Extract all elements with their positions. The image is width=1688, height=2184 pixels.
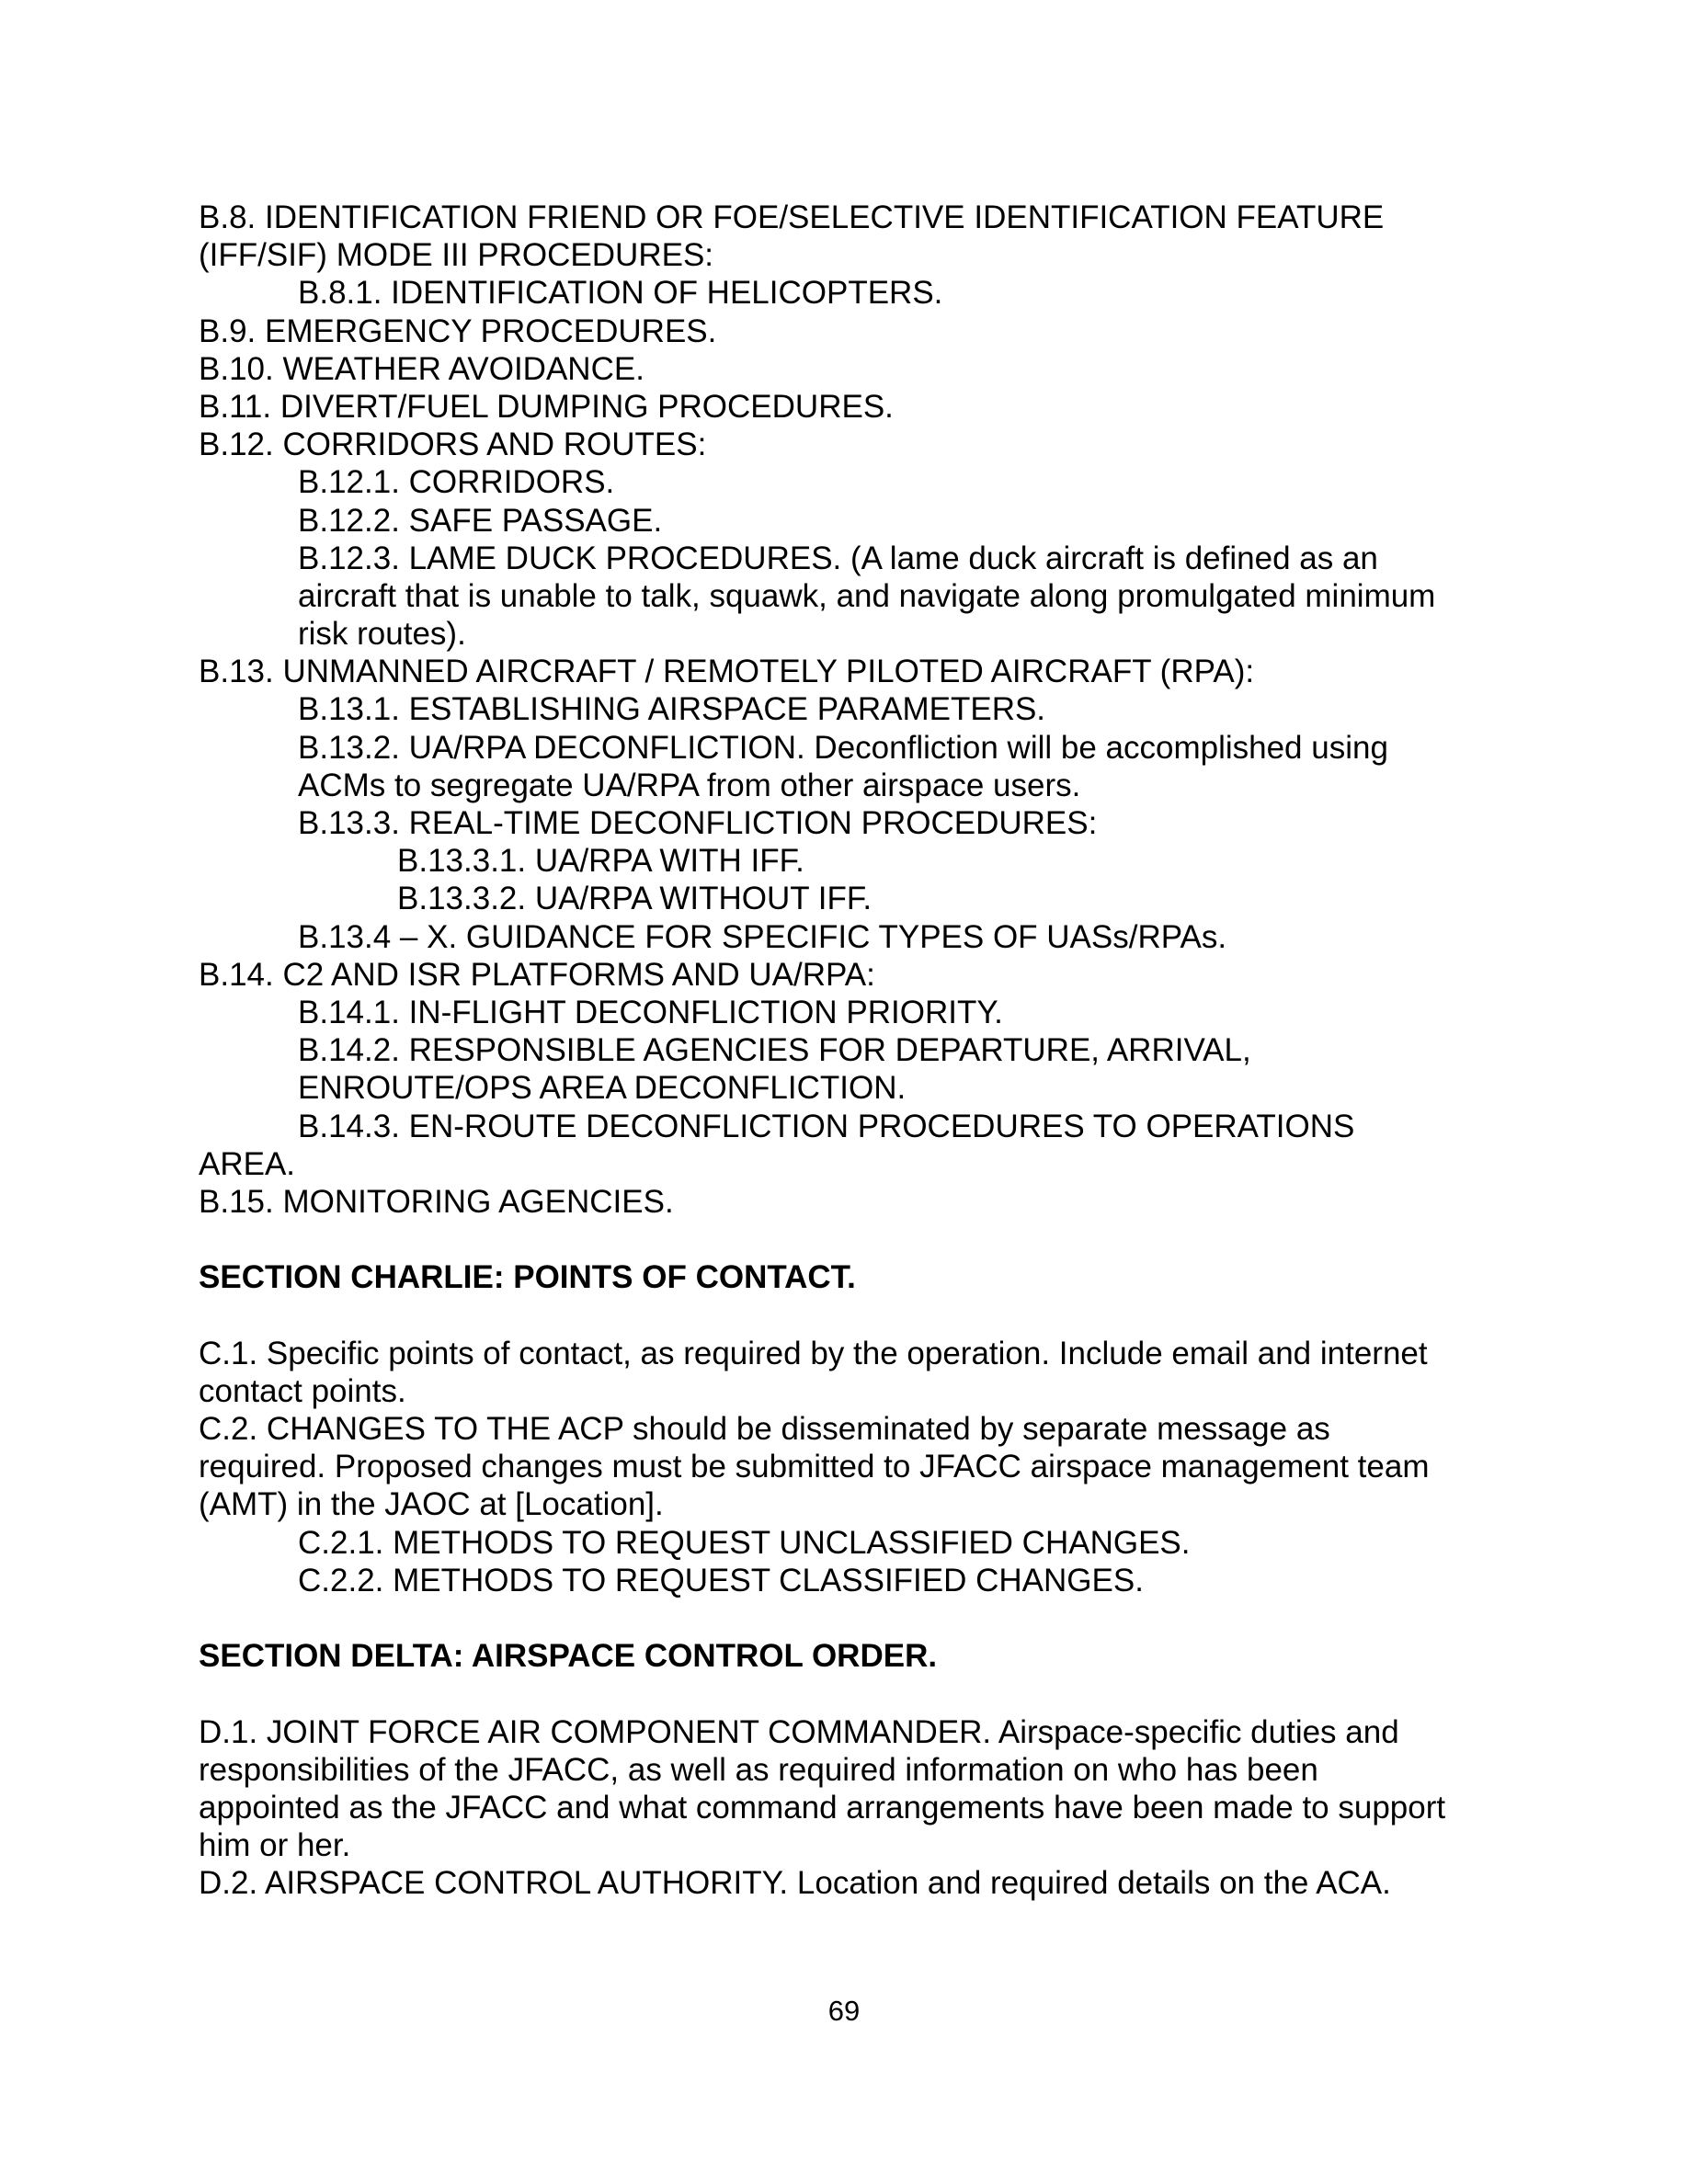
text-line: (IFF/SIF) MODE III PROCEDURES: bbox=[199, 237, 714, 274]
text-line: D.2. AIRSPACE CONTROL AUTHORITY. Location and required details on the ACA. bbox=[199, 1865, 1391, 1902]
blank-line bbox=[199, 1296, 1495, 1334]
text-line: B.8.1. IDENTIFICATION OF HELICOPTERS. bbox=[298, 275, 943, 312]
text-line: responsibilities of the JFACC, as well as required information on who has been bbox=[199, 1751, 1318, 1788]
text-line: B.15. MONITORING AGENCIES. bbox=[199, 1183, 674, 1220]
text-line: him or her. bbox=[199, 1827, 351, 1864]
section-heading: SECTION CHARLIE: POINTS OF CONTACT. bbox=[199, 1259, 856, 1296]
text-line: appointed as the JFACC and what command arrangements have been made to support bbox=[199, 1789, 1446, 1826]
text-line: B.14. C2 AND ISR PLATFORMS AND UA/RPA: bbox=[199, 956, 875, 993]
text-line: B.13.3.2. UA/RPA WITHOUT IFF. bbox=[397, 881, 873, 917]
text-line: B.14.1. IN-FLIGHT DECONFLICTION PRIORITY. bbox=[298, 994, 1003, 1030]
text-line: aircraft that is unable to talk, squawk, and navigate along promulgated minimum bbox=[298, 577, 1436, 614]
text-line: B.13.3.1. UA/RPA WITH IFF. bbox=[397, 843, 804, 880]
text-line: risk routes). bbox=[298, 616, 466, 653]
text-line: AREA. bbox=[199, 1145, 296, 1182]
text-line: B.10. WEATHER AVOIDANCE. bbox=[199, 350, 644, 387]
text-line: C.2. CHANGES TO THE ACP should be disseminated by separate message as bbox=[199, 1411, 1330, 1447]
text-line: B.12.2. SAFE PASSAGE. bbox=[298, 502, 663, 539]
blank-line bbox=[199, 1599, 1495, 1637]
text-line: B.13.2. UA/RPA DECONFLICTION. Deconfliction will be accomplished using bbox=[298, 729, 1388, 766]
blank-line bbox=[199, 1221, 1495, 1258]
text-line: B.8. IDENTIFICATION FRIEND OR FOE/SELECTIVE IDENTIFICATION FEATURE bbox=[199, 199, 1385, 235]
text-line: C.1. Specific points of contact, as required by the operation. Include email and internet bbox=[199, 1335, 1428, 1371]
text-line: C.2.2. METHODS TO REQUEST CLASSIFIED CHANGES. bbox=[298, 1562, 1144, 1598]
text-line: ENROUTE/OPS AREA DECONFLICTION. bbox=[298, 1070, 907, 1107]
text-line: ACMs to segregate UA/RPA from other airspace users. bbox=[298, 767, 1081, 803]
text-line: B.13.1. ESTABLISHING AIRSPACE PARAMETERS. bbox=[298, 691, 1046, 728]
text-line: (AMT) in the JAOC at [Location]. bbox=[199, 1486, 664, 1523]
text-line: B.14.2. RESPONSIBLE AGENCIES FOR DEPARTURE, ARRIVAL, bbox=[298, 1032, 1251, 1069]
text-line: B.12.3. LAME DUCK PROCEDURES. (A lame duck aircraft is defined as an bbox=[298, 540, 1378, 576]
text-line: D.1. JOINT FORCE AIR COMPONENT COMMANDER. Airspace-specific duties and bbox=[199, 1713, 1399, 1750]
text-line: contact points. bbox=[199, 1372, 406, 1409]
text-line: B.13.4 – X. GUIDANCE FOR SPECIFIC TYPES OF UASs/RPAs. bbox=[298, 918, 1227, 955]
blank-line bbox=[199, 1675, 1495, 1712]
page-body bbox=[199, 199, 1495, 1902]
text-line: B.9. EMERGENCY PROCEDURES. bbox=[199, 313, 717, 349]
text-line: B.14.3. EN-ROUTE DECONFLICTION PROCEDURES TO OPERATIONS bbox=[298, 1108, 1355, 1144]
section-heading: SECTION DELTA: AIRSPACE CONTROL ORDER. bbox=[199, 1638, 938, 1675]
page-number: 69 bbox=[827, 1995, 861, 2027]
text-line: B.13. UNMANNED AIRCRAFT / REMOTELY PILOTED AIRCRAFT (RPA): bbox=[199, 654, 1255, 690]
text-line: B.12. CORRIDORS AND ROUTES: bbox=[199, 427, 707, 463]
text-line: C.2.1. METHODS TO REQUEST UNCLASSIFIED CHANGES. bbox=[298, 1524, 1191, 1561]
text-line: B.11. DIVERT/FUEL DUMPING PROCEDURES. bbox=[199, 388, 894, 425]
text-line: required. Proposed changes must be submitted to JFACC airspace management team bbox=[199, 1449, 1430, 1485]
text-line: B.12.1. CORRIDORS. bbox=[298, 464, 615, 501]
text-line: B.13.3. REAL-TIME DECONFLICTION PROCEDURES: bbox=[298, 805, 1098, 841]
